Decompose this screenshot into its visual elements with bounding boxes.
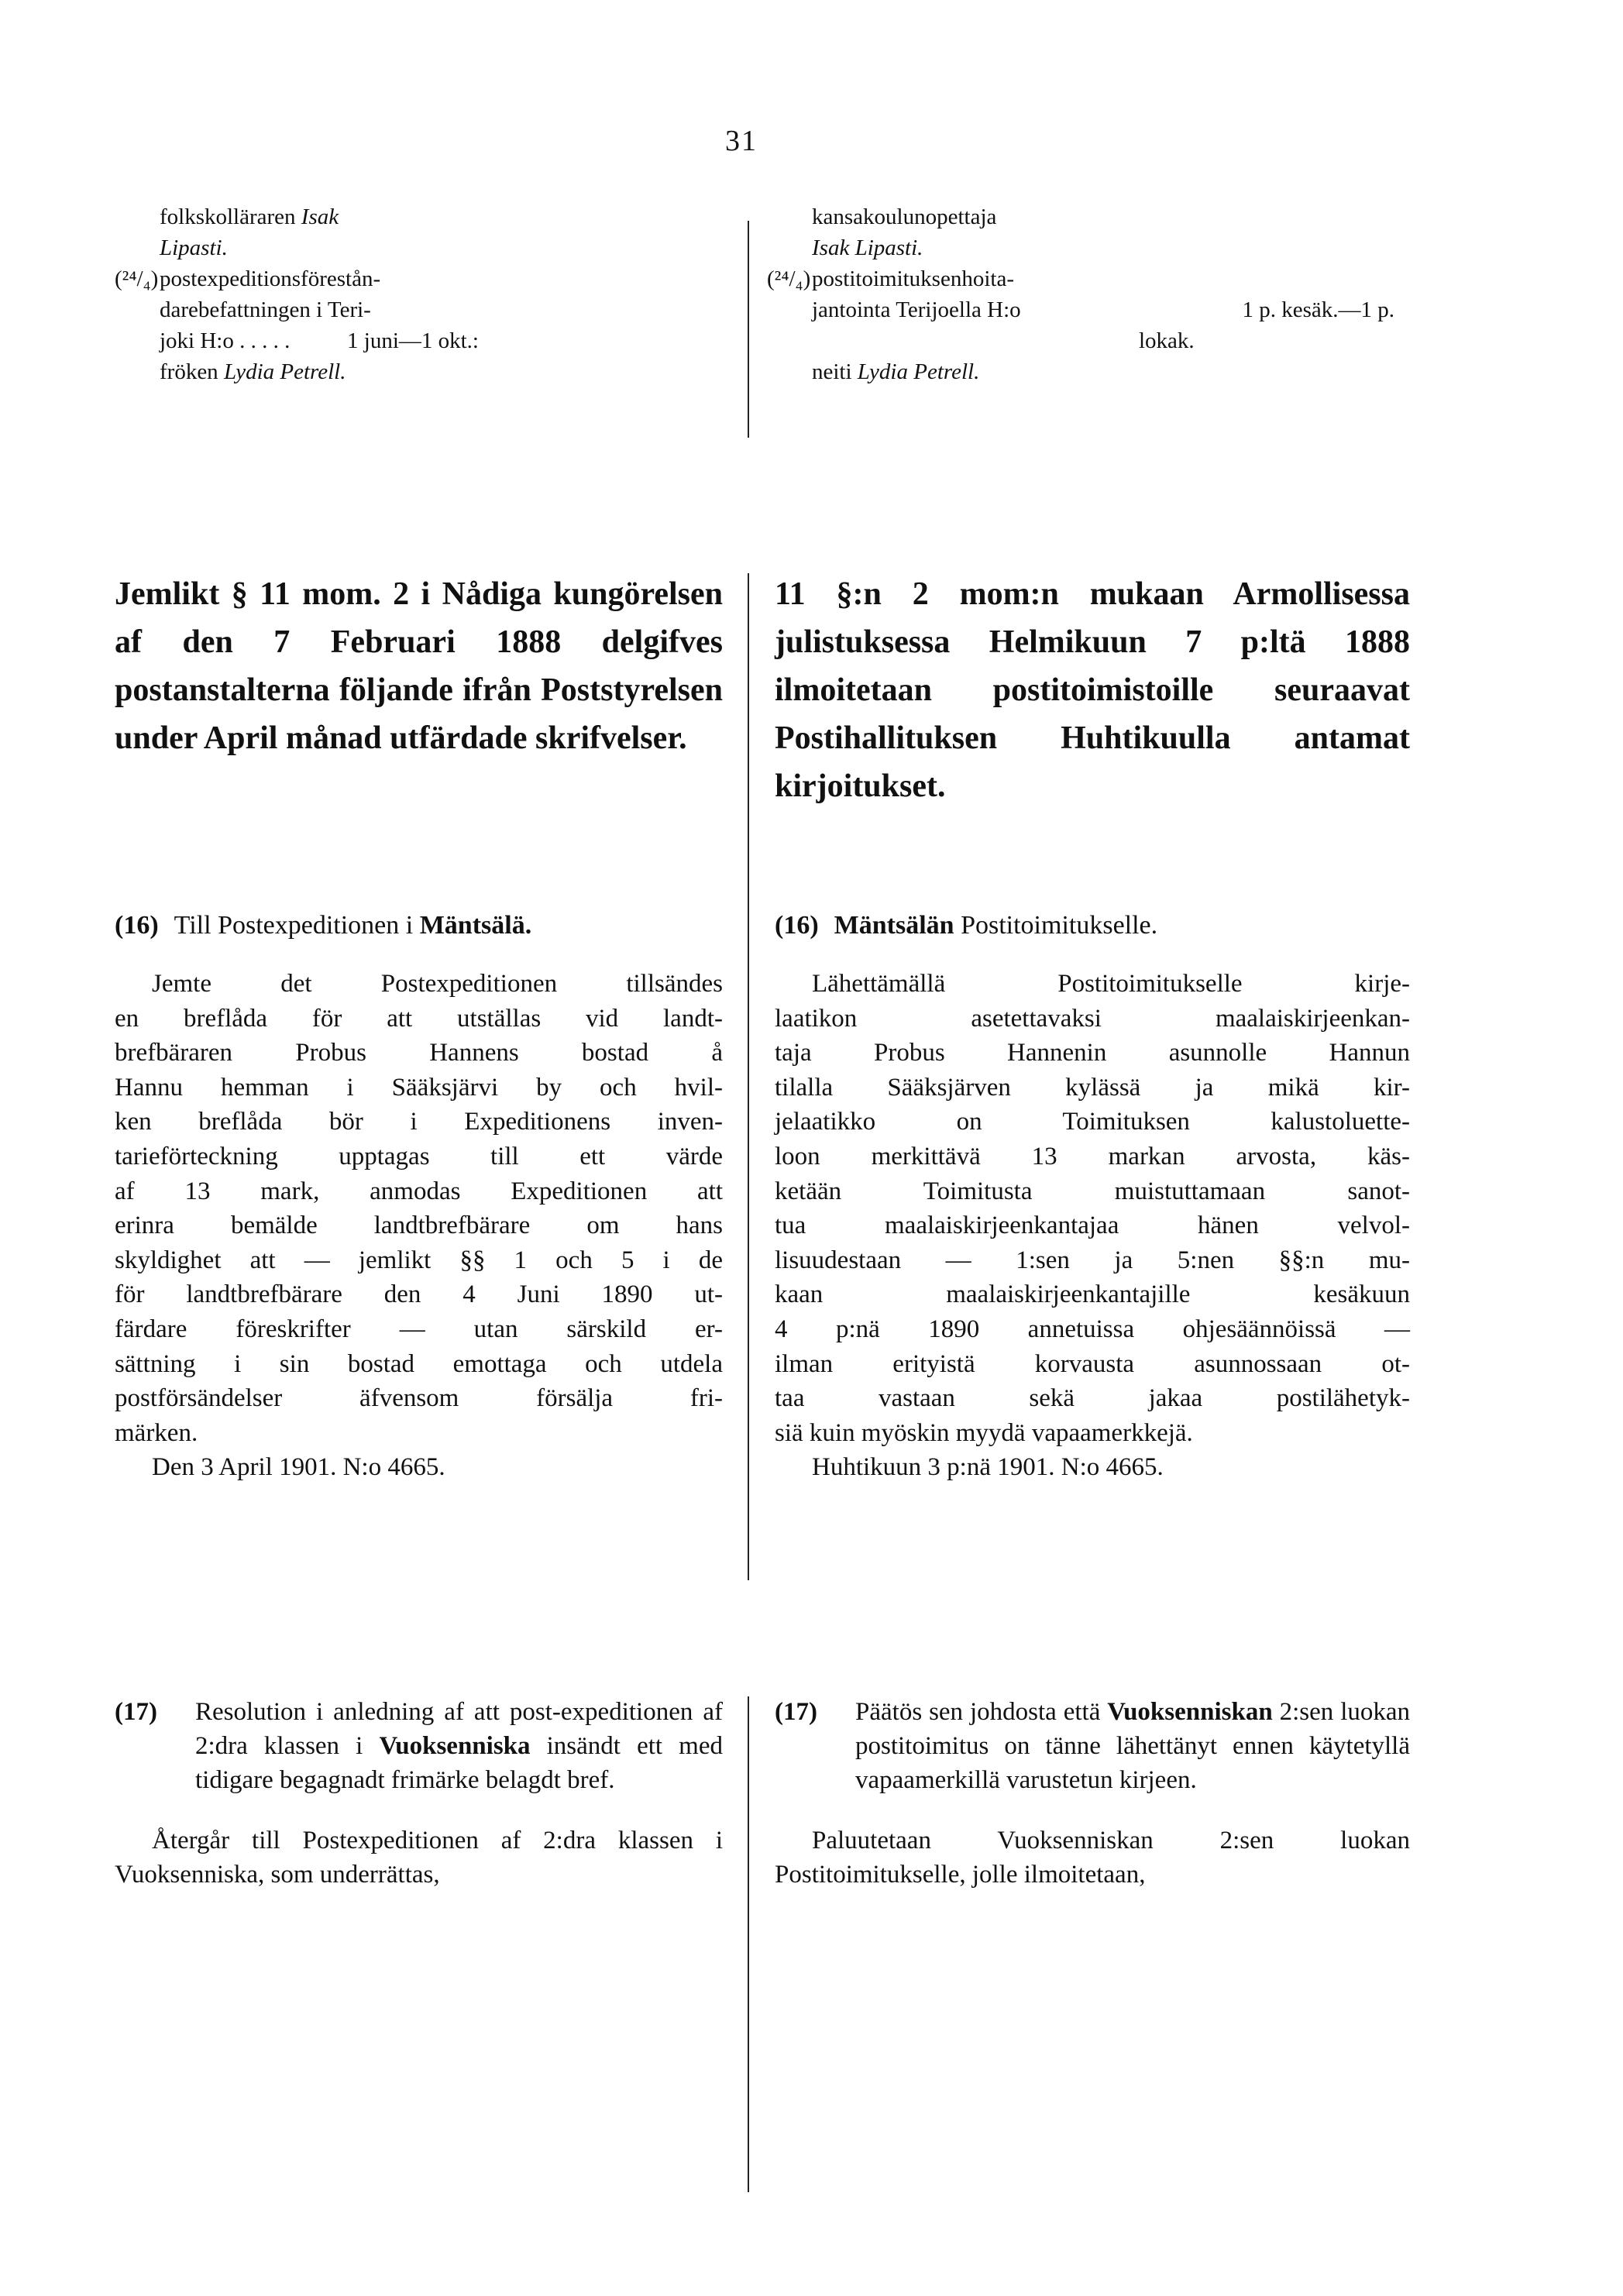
- letter-17-sv: [115, 1695, 723, 1892]
- letter-16-fi: [775, 908, 1410, 1484]
- appointment-text: jantointa Terijoella H:o: [812, 297, 1021, 322]
- letter-line: laatikon asetettavaksi maalaiskirjeenkan-: [775, 1004, 1410, 1033]
- resolution-text: Päätös sen johdosta että: [855, 1698, 1101, 1726]
- letter-recipient: Till Postexpeditionen i: [174, 911, 414, 940]
- letter-title: [775, 908, 1410, 943]
- letter-line: Hannu hemman i Sääksjärvi by och hvil-: [115, 1073, 723, 1102]
- resolution-text: Resolution i anledning af att post-expeditionen af 2:dra klassen i: [195, 1698, 723, 1760]
- appointment-name: Lipasti.: [160, 235, 228, 260]
- letter-place: Mäntsälän: [834, 911, 954, 940]
- continuation-text: Återgår till Postexpeditionen af 2:dra klassen i Vuoksenniska, som underrättas,: [115, 1827, 723, 1889]
- letter-line: kaan maalaiskirjeenkantajille kesäkuun: [775, 1280, 1410, 1309]
- appointment-fi: [767, 201, 1410, 387]
- appointment-date: (²⁴/₄): [115, 266, 159, 291]
- resolution: [775, 1695, 1410, 1797]
- appointment-title: folkskolläraren: [160, 205, 296, 229]
- letter-line: af 13 mark, anmodas Expeditionen att: [115, 1177, 723, 1205]
- letter-line: skyldighet att — jemlikt §§ 1 och 5 i de: [115, 1246, 723, 1274]
- appointment-title: kansakoulunopettaja: [812, 205, 997, 229]
- appointment-name: Isak: [301, 205, 339, 229]
- appointment-period: 1 p. kesäk.—1 p.: [1242, 297, 1394, 322]
- letter-line: 4 p:nä 1890 annetuissa ohjesäännöissä —: [775, 1315, 1410, 1343]
- letter-line: siä kuin myöskin myydä vapaamerkkejä.: [775, 1418, 1193, 1447]
- letter-line: taja Probus Hannenin asunnolle Hannun: [775, 1039, 1410, 1067]
- letter-body: [775, 967, 1410, 1450]
- letter-line: ken breflåda bör i Expeditionens inven-: [115, 1108, 723, 1136]
- letter-line: tarieförteckning upptagas till ett värde: [115, 1142, 723, 1170]
- resolution-text: insändt ett med tidigare begagnadt frimärke belagdt bref.: [195, 1732, 723, 1794]
- letter-17-fi: [775, 1695, 1410, 1892]
- column-divider: [748, 1696, 749, 2192]
- letter-line: för landtbrefbärare den 4 Juni 1890 ut-: [115, 1280, 723, 1309]
- letter-16-sv: [115, 908, 723, 1484]
- letter-number: (16): [775, 911, 819, 940]
- letter-line: brefbäraren Probus Hannens bostad å: [115, 1039, 723, 1067]
- letter-line: erinra bemälde landtbrefbärare om hans: [115, 1212, 723, 1240]
- heading-fi: 11 §:n 2 mom:n mukaan Armollisessa julistuksessa Helmikuun 7 p:ltä 1888 ilmoitetaan postitoimistoille seuraavat Postihallituksen Huhtikuulla antamat kirjoitukset.: [775, 576, 1410, 804]
- column-divider: [748, 573, 749, 1580]
- letter-line: ketään Toimitusta muistuttamaan sanot-: [775, 1177, 1410, 1205]
- letter-place: Vuoksenniska: [379, 1732, 531, 1760]
- letter-line: lisuudestaan — 1:sen ja 5:nen §§:n mu-: [775, 1246, 1410, 1274]
- letter-line: färdare föreskrifter — utan särskild er-: [115, 1315, 723, 1343]
- appointment-sv: [115, 201, 479, 387]
- appointment-name: Lydia Petrell.: [223, 359, 346, 384]
- appointment-name: Isak Lipasti.: [812, 235, 923, 260]
- letter-line: loon merkittävä 13 markan arvosta, käs-: [775, 1142, 1410, 1170]
- appointment-period: lokak.: [1139, 328, 1195, 353]
- appointment-text: postitoimituksenhoita-: [812, 266, 1014, 291]
- letter-title: [115, 908, 723, 943]
- letter-place: Mäntsälä.: [419, 911, 532, 940]
- appointment-text: postexpeditionsförestån-: [160, 266, 381, 291]
- letter-line: tilalla Sääksjärven kylässä ja mikä kir-: [775, 1073, 1410, 1102]
- letter-reference: Huhtikuun 3 p:nä 1901. N:o 4665.: [812, 1453, 1164, 1482]
- letter-line: postförsändelser äfvensom försälja fri-: [115, 1384, 723, 1413]
- resolution-text: 2:sen luokan postitoimitus on tänne lähettänyt ennen käytetyllä vapaamerkillä varustetun kirjeen.: [855, 1698, 1411, 1794]
- letter-line: jelaatikko on Toimituksen kalustoluette-: [775, 1108, 1410, 1136]
- appointment-name: Lydia Petrell.: [857, 359, 980, 384]
- letter-line: Lähettämällä Postitoimitukselle kirje-: [812, 970, 1410, 998]
- appointment-title: neiti: [812, 359, 852, 384]
- letter-number: (17): [115, 1698, 157, 1726]
- letter-place: Vuoksenniskan: [1107, 1698, 1273, 1726]
- letter-line: tua maalaiskirjeenkantajaa hänen velvol-: [775, 1212, 1410, 1240]
- letter-reference: Den 3 April 1901. N:o 4665.: [152, 1453, 445, 1482]
- appointment-text: darebefattningen i Teri-: [160, 297, 371, 322]
- letter-number: (16): [115, 911, 159, 940]
- letter-line: ilman erityistä korvausta asunnossaan ot-: [775, 1349, 1410, 1378]
- appointment-text: joki H:o . . . . .: [160, 328, 291, 353]
- letter-line: märken.: [115, 1418, 198, 1447]
- page-number: 31: [725, 125, 758, 157]
- appointment-period: 1 juni—1 okt.:: [347, 328, 479, 353]
- letter-line: taa vastaan sekä jakaa postilähetyk-: [775, 1384, 1410, 1413]
- appointment-title: fröken: [160, 359, 218, 384]
- letter-line: en breflåda för att utställas vid landt-: [115, 1004, 723, 1033]
- letter-body: [115, 967, 723, 1450]
- appointment-date: (²⁴/₄): [767, 266, 811, 291]
- continuation-text: Paluutetaan Vuoksenniskan 2:sen luokan Postitoimitukselle, jolle ilmoitetaan,: [775, 1827, 1410, 1889]
- letter-line: Jemte det Postexpeditionen tillsändes: [152, 970, 723, 998]
- letter-number: (17): [775, 1698, 817, 1726]
- column-divider: [748, 221, 749, 438]
- heading-sv: Jemlikt § 11 mom. 2 i Nådiga kungörelsen af den 7 Februari 1888 delgifves postanstalterna följande ifrån Poststyrelsen under April månad utfärdade skrifvelser.: [115, 576, 723, 756]
- resolution: [115, 1695, 723, 1797]
- letter-line: sättning i sin bostad emottaga och utdela: [115, 1349, 723, 1378]
- letter-recipient: Postitoimitukselle.: [961, 911, 1158, 940]
